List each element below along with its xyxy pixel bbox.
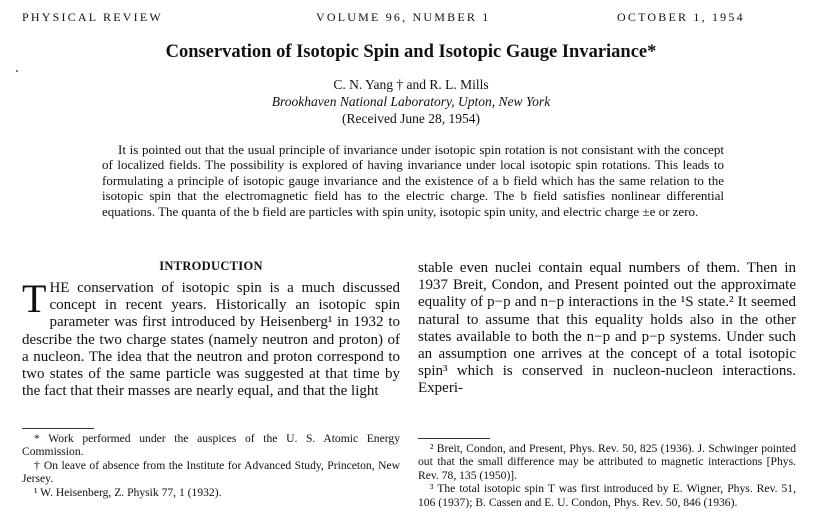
footnote-1: ¹ W. Heisenberg, Z. Physik 77, 1 (1932). xyxy=(34,485,222,499)
journal-name: PHYSICAL REVIEW xyxy=(22,10,163,24)
paper-affiliation: Brookhaven National Laboratory, Upton, New York xyxy=(271,94,551,109)
footnotes-left xyxy=(22,432,400,499)
volume-number: VOLUME 96, NUMBER 1 xyxy=(316,10,491,24)
intro-column-right xyxy=(418,260,796,398)
footnotes-right xyxy=(418,442,796,509)
intro-right-text: stable even nuclei contain equal numbers of them. Then in 1937 Breit, Condon, and Present pointed out the approximate equality of p−p and n−p interactions in the ¹S state.² It seemed natural to assume that this equality holds also in the other states available to both the n−p and p−p systems. Under such an assumption one arrives at the concept of a total isotopic spin³ which is conserved in nucleon-nucleon interactions. Experi- xyxy=(418,260,796,397)
footnote-leave: † On leave of absence from the Institute for Advanced Study, Princeton, New Jersey. xyxy=(22,458,400,486)
abstract-text: It is pointed out that the usual principle of invariance under isotopic spin rotation is not consistant with the concept of localized fields. The possibility is explored of having invariance under local isotopic spin rotations. This leads to formulating a principle of isotopic gauge invariance and the existence of a b field which has the same relation to the isotopic spin that the electromagnetic field has to the electric charge. The b field satisfies nonlinear differential equations. The quanta of the b field are particles with spin unity, isotopic spin unity, and electric charge ±e or zero. xyxy=(102,142,724,219)
footnote-rule-right xyxy=(418,438,490,439)
footnote-rule-left xyxy=(22,428,94,429)
scan-speck xyxy=(16,70,18,72)
footnote-3: ³ The total isotopic spin T was first introduced by E. Wigner, Phys. Rev. 51, 106 (1937); B. Cassen and E. U. Condon, Phys. Rev. 50, 846 (1936). xyxy=(418,482,796,509)
intro-column-left xyxy=(22,276,400,400)
received-date: (Received June 28, 1954) xyxy=(342,111,480,126)
paper-authors: C. N. Yang † and R. L. Mills xyxy=(333,77,489,92)
footnote-work: * Work performed under the auspices of the U. S. Atomic Energy Commission. xyxy=(22,432,400,459)
section-heading-introduction: INTRODUCTION xyxy=(159,259,263,273)
issue-date: OCTOBER 1, 1954 xyxy=(617,10,745,24)
intro-left-text: HE conservation of isotopic spin is a much discussed concept in recent years. Historically an isotopic spin parameter was first introduced by Heisenberg¹ in 1932 to describe the two charge states (namely neutron and proton) of a nucleon. The idea that the neutron and proton correspond to two states of the same particle was suggested at that time by the fact that their masses are nearly equal, and that the light xyxy=(22,280,400,400)
drop-cap: T xyxy=(22,276,47,321)
paper-title: Conservation of Isotopic Spin and Isotopic Gauge Invariance* xyxy=(165,42,657,62)
footnote-2: ² Breit, Condon, and Present, Phys. Rev. 50, 825 (1936). J. Schwinger pointed out that the small difference may be attributed to magnetic interactions [Phys. Rev. 78, 135 (1950)]. xyxy=(418,442,796,482)
abstract xyxy=(102,142,724,219)
